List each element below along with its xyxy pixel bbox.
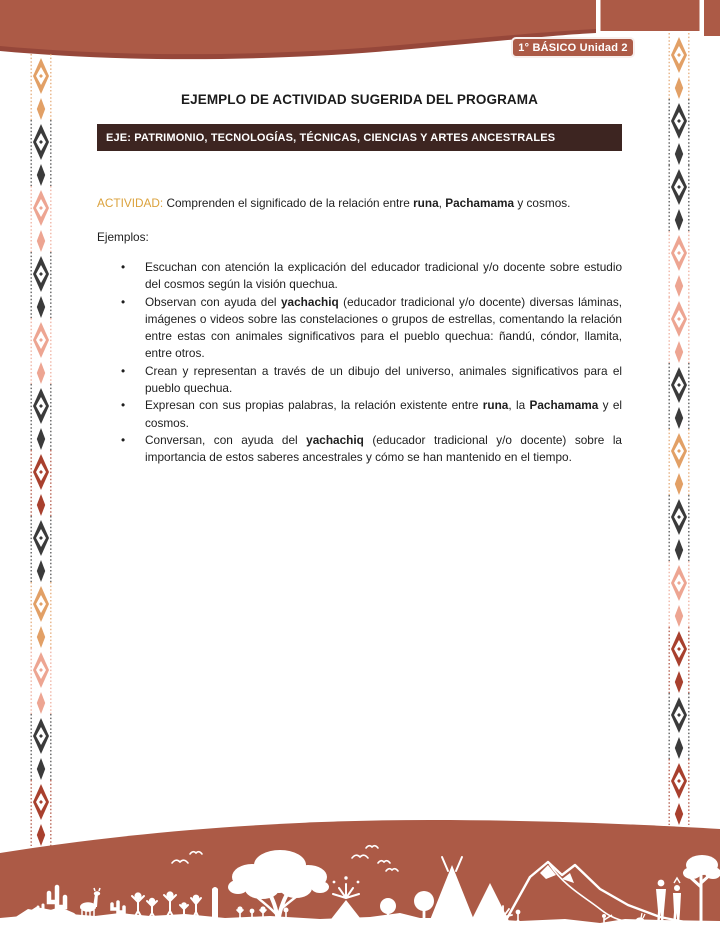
banner-corner-tab xyxy=(704,0,720,36)
page-title: EJEMPLO DE ACTIVIDAD SUGERIDA DEL PROGRAMA xyxy=(181,92,538,107)
examples-label: Ejemplos: xyxy=(97,230,149,244)
activity-label: ACTIVIDAD: xyxy=(97,196,164,210)
activity-paragraph xyxy=(97,195,622,212)
activity-bullet-list xyxy=(97,259,622,467)
landscape-silhouette-banner xyxy=(0,817,720,932)
activity-bullet-item: • Escuchan con atención la explicación del educador tradicional y/o docente sobre estudio del cosmos según la visión quechua. xyxy=(145,259,622,294)
activity-bullet-item: • Crean y representan a través de un dibujo del universo, animales significativos para el pueblo quechua. xyxy=(145,363,622,398)
totem-silhouette xyxy=(212,887,218,919)
activity-bullet-item: • Conversan, con ayuda del yachachiq (educador tradicional y/o docente) sobre la importancia de estos saberes ancestrales y cómo se han mantenido en el tiempo. xyxy=(145,432,622,467)
activity-bullet-item: • Observan con ayuda del yachachiq (educador tradicional y/o docente) diversas láminas, imágenes o videos sobre las constelaciones o grupos de estrellas, comentando la relación entre estas con animales significativos para el pueblo quechua: ñandú, cóndor, llamita, entre otros. xyxy=(145,294,622,363)
unit-badge-label: 1° BÁSICO Unidad 2 xyxy=(518,41,628,54)
activity-bullet-item: • Expresan con sus propias palabras, la relación existente entre runa, la Pachamama y el cosmos. xyxy=(145,397,622,432)
andean-pattern-strip-left xyxy=(30,54,52,846)
main-content xyxy=(97,0,622,467)
activity-text: Comprenden el significado de la relación entre runa, Pachamama y cosmos. xyxy=(163,196,571,210)
eje-heading-label: EJE: PATRIMONIO, TECNOLOGÍAS, TÉCNICAS, CIENCIAS Y ARTES ANCESTRALES xyxy=(106,131,556,144)
eje-heading-bar xyxy=(97,124,622,151)
andean-pattern-strip-right xyxy=(668,33,690,825)
